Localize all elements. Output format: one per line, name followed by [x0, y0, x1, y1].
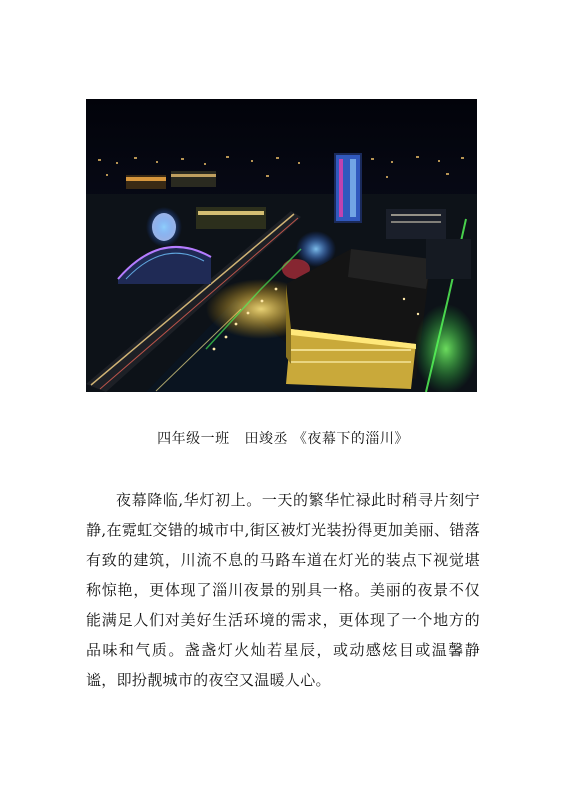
- building: [386, 209, 446, 239]
- building: [171, 171, 216, 187]
- green-street-glow: [414, 304, 477, 392]
- night-city-photo: [86, 99, 477, 392]
- building: [196, 207, 266, 229]
- night-city-illustration: [86, 99, 477, 392]
- building: [426, 239, 471, 279]
- essay-paragraph: 夜幕降临,华灯初上。一天的繁华忙禄此时稍寻片刻宁静,在霓虹交错的城市中,街区被灯光装扮得更加美丽、错落有致的建筑，川流不息的马路车道在灯光的装点下视觉堪称惊艳，更体现了淄川夜景的别具一格。美丽的夜景不仅能满足人们对美好生活环境的需求，更体现了一个地方的品味和气质。盏盏灯火灿若星辰，或动感炫目或温馨静谧，即扮靓城市的夜空又温暖人心。: [86, 491, 480, 689]
- photo-caption: 四年级一班 田竣丞 《夜幕下的淄川》: [157, 431, 409, 447]
